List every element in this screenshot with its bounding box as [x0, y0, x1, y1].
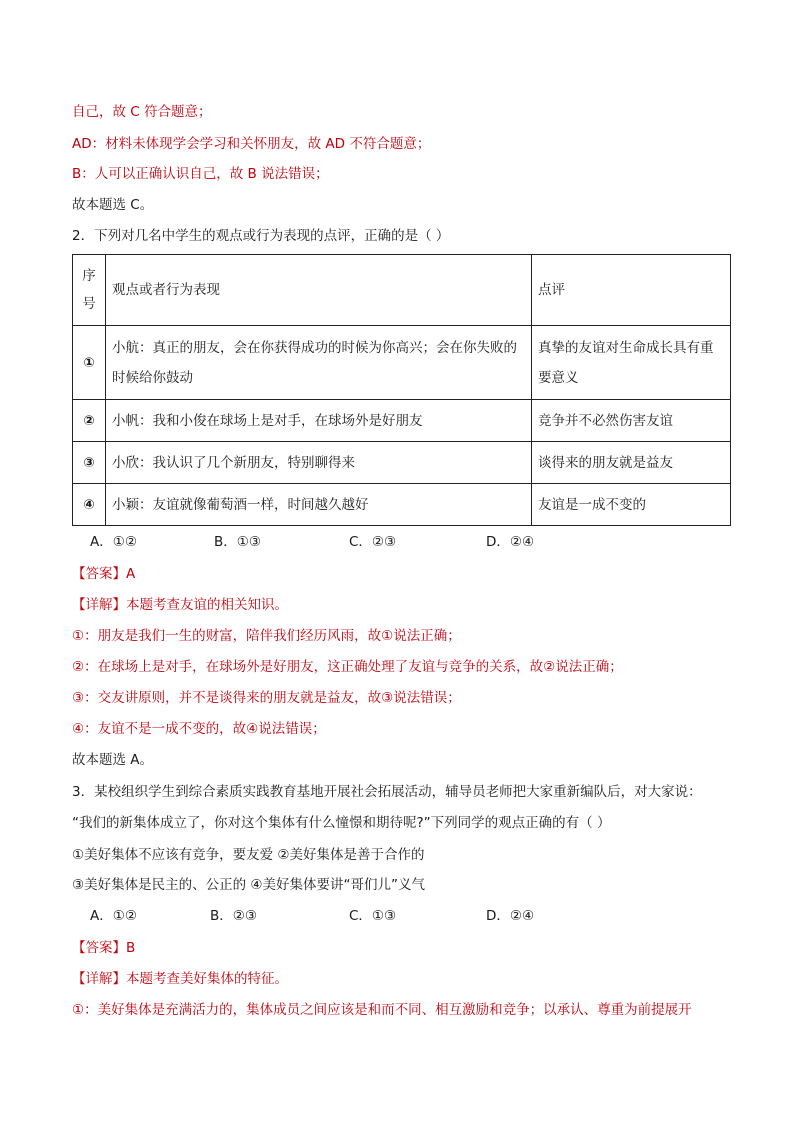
- answer-line: [72, 938, 135, 958]
- row-number: ①: [73, 326, 106, 400]
- question-3-stem: 3．某校组织学生到综合素质实践教育基地开展社会拓展活动，辅导员老师把大家重新编队后，对大家说：: [72, 784, 702, 800]
- header-cell-behavior: 观点或者行为表现: [106, 255, 532, 326]
- table-row: [73, 400, 731, 442]
- detail-intro: 本题考查友谊的相关知识。: [126, 597, 288, 613]
- question-3-statements: ①美好集体不应该有竞争，要友爱 ②美好集体是善于合作的: [72, 847, 425, 863]
- row-behavior: 小航：真正的朋友，会在你获得成功的时候为你高兴；会在你失败的时候给你鼓动: [106, 326, 532, 400]
- conclusion-line: 故本题选 A。: [72, 752, 154, 768]
- question-3-stem-cont: “我们的新集体成立了，你对这个集体有什么憧憬和期待呢?”下列同学的观点正确的有（ ）: [72, 815, 611, 831]
- analysis-line: ②：在球场上是对手，在球场外是好朋友，这正确处理了友谊与竞争的关系，故②说法正确；: [72, 659, 623, 675]
- analysis-line: ③：交友讲原则，并不是谈得来的朋友就是益友，故③说法错误；: [72, 690, 461, 706]
- analysis-line: 自己，故 C 符合题意；: [72, 104, 212, 120]
- option-a: A．①②: [90, 534, 137, 550]
- table-row: [73, 326, 731, 400]
- question-3-statements: ③美好集体是民主的、公正的 ④美好集体要讲“哥们儿”义气: [72, 877, 425, 893]
- analysis-line: ①：美好集体是充满活力的，集体成员之间应该是和而不同、相互激励和竞争；以承认、尊重为前提展开: [72, 1002, 692, 1018]
- detail-label: 【详解】: [72, 597, 126, 613]
- row-comment: 竞争并不必然伤害友谊: [532, 400, 731, 442]
- option-c: C．①③: [349, 908, 397, 924]
- row-number: ③: [73, 442, 106, 484]
- option-d: D．②④: [486, 534, 535, 550]
- answer-value: B: [126, 940, 136, 956]
- option-c: C．②③: [349, 534, 397, 550]
- detail-line: [72, 595, 288, 615]
- header-cell-comment: 点评: [532, 255, 731, 326]
- answer-line: [72, 564, 135, 584]
- question-2-stem: 2．下列对几名中学生的观点或行为表现的点评，正确的是（ ）: [72, 228, 450, 244]
- option-d: D．②④: [486, 908, 535, 924]
- analysis-line: ④：友谊不是一成不变的，故④说法错误；: [72, 721, 326, 737]
- row-number: ②: [73, 400, 106, 442]
- row-behavior: 小帆：我和小俊在球场上是对手，在球场外是好朋友: [106, 400, 532, 442]
- row-number: ④: [73, 484, 106, 526]
- row-behavior: 小欣：我认识了几个新朋友，特别聊得来: [106, 442, 532, 484]
- row-behavior: 小颖：友谊就像葡萄酒一样，时间越久越好: [106, 484, 532, 526]
- table-row: [73, 484, 731, 526]
- answer-value: A: [126, 566, 136, 582]
- detail-line: [72, 969, 288, 989]
- option-b: B．②③: [210, 908, 257, 924]
- analysis-line: AD：材料未体现学会学习和关怀朋友，故 AD 不符合题意；: [72, 136, 431, 152]
- analysis-line: ①：朋友是我们一生的财富，陪伴我们经历风雨，故①说法正确；: [72, 628, 461, 644]
- row-comment: 友谊是一成不变的: [532, 484, 731, 526]
- table-header-row: [73, 255, 731, 326]
- analysis-line: B：人可以正确认识自己，故 B 说法错误；: [72, 166, 329, 182]
- row-comment: 真挚的友谊对生命成长具有重要意义: [532, 326, 731, 400]
- question-2-table: [72, 254, 731, 526]
- header-cell-number: 序号: [73, 255, 106, 326]
- option-a: A．①②: [90, 908, 137, 924]
- conclusion-line: 故本题选 C。: [72, 197, 154, 213]
- option-b: B．①③: [214, 534, 261, 550]
- detail-label: 【详解】: [72, 971, 126, 987]
- row-comment: 谈得来的朋友就是益友: [532, 442, 731, 484]
- answer-label: 【答案】: [72, 566, 126, 582]
- table-row: [73, 442, 731, 484]
- answer-label: 【答案】: [72, 940, 126, 956]
- detail-intro: 本题考查美好集体的特征。: [126, 971, 288, 987]
